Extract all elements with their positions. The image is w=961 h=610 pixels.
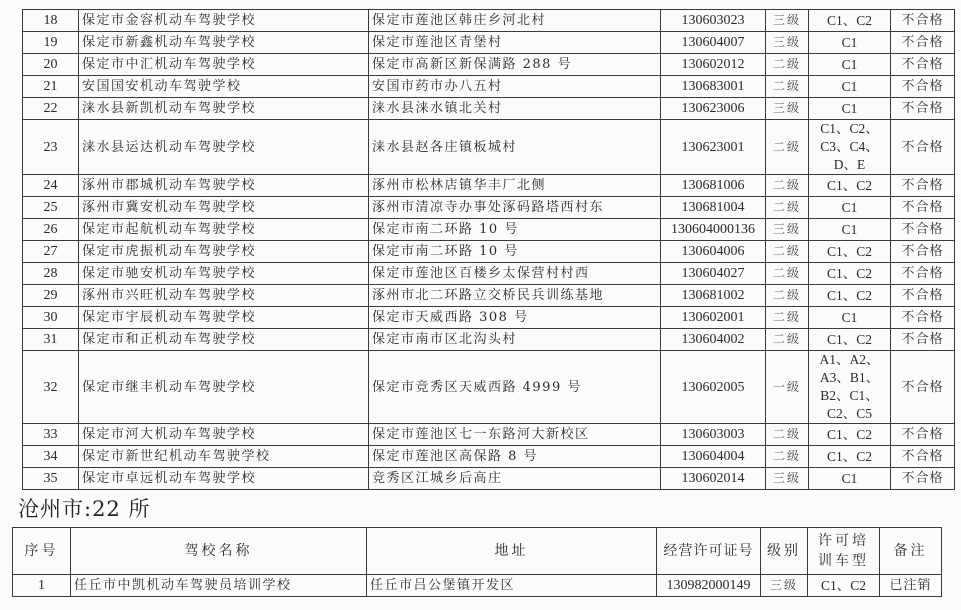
cell-address: 安国市药市办八五村 xyxy=(369,76,661,98)
cell-seq: 35 xyxy=(23,468,79,490)
cell-note: 不合格 xyxy=(891,329,955,351)
cell-name: 涞水县新凯机动车驾驶学校 xyxy=(79,98,369,120)
table-row xyxy=(23,54,955,76)
cangzhou-driving-school-table xyxy=(12,527,942,597)
cell-name: 保定市继丰机动车驾驶学校 xyxy=(79,351,369,424)
cell-seq: 27 xyxy=(23,241,79,263)
cell-name: 涞水县运达机动车驾驶学校 xyxy=(79,120,369,175)
cell-seq: 31 xyxy=(23,329,79,351)
cell-name: 任丘市中凯机动车驾驶员培训学校 xyxy=(71,575,367,597)
cell-address: 保定市竞秀区天威西路 4999 号 xyxy=(369,351,661,424)
cell-address: 保定市莲池区青堡村 xyxy=(369,32,661,54)
table-header-row xyxy=(13,528,942,575)
header-level: 级别 xyxy=(761,528,808,575)
cell-note: 不合格 xyxy=(891,263,955,285)
cell-address: 涿州市北二环路立交桥民兵训练基地 xyxy=(369,285,661,307)
cell-level: 二级 xyxy=(766,307,809,329)
cell-address: 涿州市清凉寺办事处涿码路塔西村东 xyxy=(369,197,661,219)
cell-license: 130681004 xyxy=(661,197,766,219)
cell-level: 二级 xyxy=(766,120,809,175)
cell-name: 保定市新世纪机动车驾驶学校 xyxy=(79,446,369,468)
cell-seq: 26 xyxy=(23,219,79,241)
cell-name: 保定市金容机动车驾驶学校 xyxy=(79,10,369,32)
cell-note: 不合格 xyxy=(891,219,955,241)
cell-note: 已注销 xyxy=(880,575,942,597)
cell-seq: 19 xyxy=(23,32,79,54)
cell-note: 不合格 xyxy=(891,468,955,490)
cell-license: 130602001 xyxy=(661,307,766,329)
cell-types: C1、C2 xyxy=(809,424,891,446)
table-row xyxy=(23,197,955,219)
cell-name: 保定市卓远机动车驾驶学校 xyxy=(79,468,369,490)
table-row xyxy=(23,32,955,54)
cell-name: 保定市河大机动车驾驶学校 xyxy=(79,424,369,446)
cell-address: 保定市南二环路 10 号 xyxy=(369,241,661,263)
table-row xyxy=(23,263,955,285)
cell-license: 130602005 xyxy=(661,351,766,424)
table-row xyxy=(23,446,955,468)
cell-license: 130604006 xyxy=(661,241,766,263)
cell-types: C1、C2 xyxy=(809,175,891,197)
cell-license: 130604000136 xyxy=(661,219,766,241)
cell-seq: 21 xyxy=(23,76,79,98)
cell-license: 130604007 xyxy=(661,32,766,54)
cell-seq: 25 xyxy=(23,197,79,219)
cell-name: 保定市和正机动车驾驶学校 xyxy=(79,329,369,351)
cell-address: 保定市南二环路 10 号 xyxy=(369,219,661,241)
cell-note: 不合格 xyxy=(891,10,955,32)
cell-level: 二级 xyxy=(766,285,809,307)
table-row xyxy=(23,175,955,197)
cell-address: 涞水县涞水镇北关村 xyxy=(369,98,661,120)
cell-address: 保定市莲池区高保路 8 号 xyxy=(369,446,661,468)
table-row xyxy=(23,329,955,351)
cell-address: 保定市莲池区七一东路河大新校区 xyxy=(369,424,661,446)
header-name: 驾校名称 xyxy=(71,528,367,575)
cell-level: 二级 xyxy=(766,446,809,468)
cell-level: 三级 xyxy=(766,468,809,490)
cell-address: 任丘市吕公堡镇开发区 xyxy=(367,575,657,597)
cell-address: 保定市高新区新保满路 288 号 xyxy=(369,54,661,76)
cell-address: 保定市莲池区百楼乡太保营村村西 xyxy=(369,263,661,285)
cell-license: 130681002 xyxy=(661,285,766,307)
cell-name: 涿州市冀安机动车驾驶学校 xyxy=(79,197,369,219)
table-row xyxy=(23,285,955,307)
cell-types: C1 xyxy=(809,197,891,219)
cell-note: 不合格 xyxy=(891,32,955,54)
cell-license: 130603003 xyxy=(661,424,766,446)
cell-level: 二级 xyxy=(766,241,809,263)
cell-note: 不合格 xyxy=(891,285,955,307)
cell-level: 三级 xyxy=(766,32,809,54)
table-row xyxy=(23,98,955,120)
cell-level: 二级 xyxy=(766,329,809,351)
table-row xyxy=(13,575,942,597)
cell-name: 涿州市兴旺机动车驾驶学校 xyxy=(79,285,369,307)
cell-types: C1、C2 xyxy=(809,10,891,32)
cell-note: 不合格 xyxy=(891,307,955,329)
cell-license: 130602014 xyxy=(661,468,766,490)
cell-seq: 30 xyxy=(23,307,79,329)
baoding-driving-school-table xyxy=(22,9,955,490)
cell-address: 涞水县赵各庄镇板城村 xyxy=(369,120,661,175)
table-row xyxy=(23,424,955,446)
cell-note: 不合格 xyxy=(891,446,955,468)
header-types: 许可培训车型 xyxy=(808,528,880,575)
cell-types: C1 xyxy=(809,54,891,76)
cell-seq: 1 xyxy=(13,575,71,597)
cell-types: C1、C2 xyxy=(809,263,891,285)
cell-types: C1 xyxy=(809,32,891,54)
cell-level: 二级 xyxy=(766,197,809,219)
cell-address: 竞秀区江城乡后高庄 xyxy=(369,468,661,490)
cell-seq: 22 xyxy=(23,98,79,120)
cell-types: C1 xyxy=(809,76,891,98)
cell-level: 二级 xyxy=(766,76,809,98)
cell-license: 130623006 xyxy=(661,98,766,120)
cell-seq: 20 xyxy=(23,54,79,76)
cell-note: 不合格 xyxy=(891,120,955,175)
cell-license: 130602012 xyxy=(661,54,766,76)
cell-level: 三级 xyxy=(766,98,809,120)
cell-note: 不合格 xyxy=(891,98,955,120)
cell-level: 二级 xyxy=(766,424,809,446)
table-row xyxy=(23,10,955,32)
cell-note: 不合格 xyxy=(891,175,955,197)
cell-level: 三级 xyxy=(761,575,808,597)
cell-license: 130681006 xyxy=(661,175,766,197)
cell-types: C1、C2 xyxy=(809,446,891,468)
table-row xyxy=(23,307,955,329)
header-note: 备注 xyxy=(880,528,942,575)
cell-name: 保定市中汇机动车驾驶学校 xyxy=(79,54,369,76)
header-address: 地址 xyxy=(367,528,657,575)
cell-name: 保定市起航机动车驾驶学校 xyxy=(79,219,369,241)
cell-seq: 29 xyxy=(23,285,79,307)
cell-types: C1 xyxy=(809,468,891,490)
cell-license: 130604027 xyxy=(661,263,766,285)
cell-note: 不合格 xyxy=(891,351,955,424)
cell-name: 保定市驰安机动车驾驶学校 xyxy=(79,263,369,285)
cell-note: 不合格 xyxy=(891,241,955,263)
cell-note: 不合格 xyxy=(891,54,955,76)
cell-seq: 18 xyxy=(23,10,79,32)
cell-name: 涿州市郡城机动车驾驶学校 xyxy=(79,175,369,197)
table-row xyxy=(23,241,955,263)
cell-level: 一级 xyxy=(766,351,809,424)
cell-license: 130982000149 xyxy=(657,575,761,597)
cell-note: 不合格 xyxy=(891,76,955,98)
cell-license: 130603023 xyxy=(661,10,766,32)
table-row xyxy=(23,120,955,175)
cell-name: 安国国安机动车驾驶学校 xyxy=(79,76,369,98)
cell-seq: 33 xyxy=(23,424,79,446)
cell-seq: 24 xyxy=(23,175,79,197)
cell-license: 130683001 xyxy=(661,76,766,98)
table-row xyxy=(23,468,955,490)
cell-level: 二级 xyxy=(766,175,809,197)
header-seq: 序号 xyxy=(13,528,71,575)
cell-address: 保定市莲池区韩庄乡河北村 xyxy=(369,10,661,32)
cell-note: 不合格 xyxy=(891,197,955,219)
cell-name: 保定市虎振机动车驾驶学校 xyxy=(79,241,369,263)
cell-types: C1、C2 xyxy=(809,329,891,351)
cell-license: 130604004 xyxy=(661,446,766,468)
table-row xyxy=(23,351,955,424)
cell-license: 130604002 xyxy=(661,329,766,351)
cell-address: 涿州市松林店镇华丰厂北侧 xyxy=(369,175,661,197)
cell-types: C1 xyxy=(809,307,891,329)
table-row xyxy=(23,219,955,241)
cell-name: 保定市宇辰机动车驾驶学校 xyxy=(79,307,369,329)
cell-types: C1 xyxy=(809,98,891,120)
cell-seq: 34 xyxy=(23,446,79,468)
cell-types: C1、C2、C3、C4、D、E xyxy=(809,120,891,175)
cell-note: 不合格 xyxy=(891,424,955,446)
cell-types: C1 xyxy=(809,219,891,241)
cell-seq: 32 xyxy=(23,351,79,424)
section-title-cangzhou: 沧州市:22 所 xyxy=(18,497,151,521)
cell-types: C1、C2 xyxy=(808,575,880,597)
header-license: 经营许可证号 xyxy=(657,528,761,575)
cell-address: 保定市天威西路 308 号 xyxy=(369,307,661,329)
cell-seq: 28 xyxy=(23,263,79,285)
cell-level: 三级 xyxy=(766,10,809,32)
cell-types: A1、A2、A3、B1、B2、C1、C2、C5 xyxy=(809,351,891,424)
cell-types: C1、C2 xyxy=(809,285,891,307)
cell-seq: 23 xyxy=(23,120,79,175)
cell-types: C1、C2 xyxy=(809,241,891,263)
cell-license: 130623001 xyxy=(661,120,766,175)
cell-level: 二级 xyxy=(766,54,809,76)
cell-name: 保定市新鑫机动车驾驶学校 xyxy=(79,32,369,54)
cell-level: 三级 xyxy=(766,219,809,241)
table-row xyxy=(23,76,955,98)
cell-level: 二级 xyxy=(766,263,809,285)
cell-address: 保定市南市区北沟头村 xyxy=(369,329,661,351)
